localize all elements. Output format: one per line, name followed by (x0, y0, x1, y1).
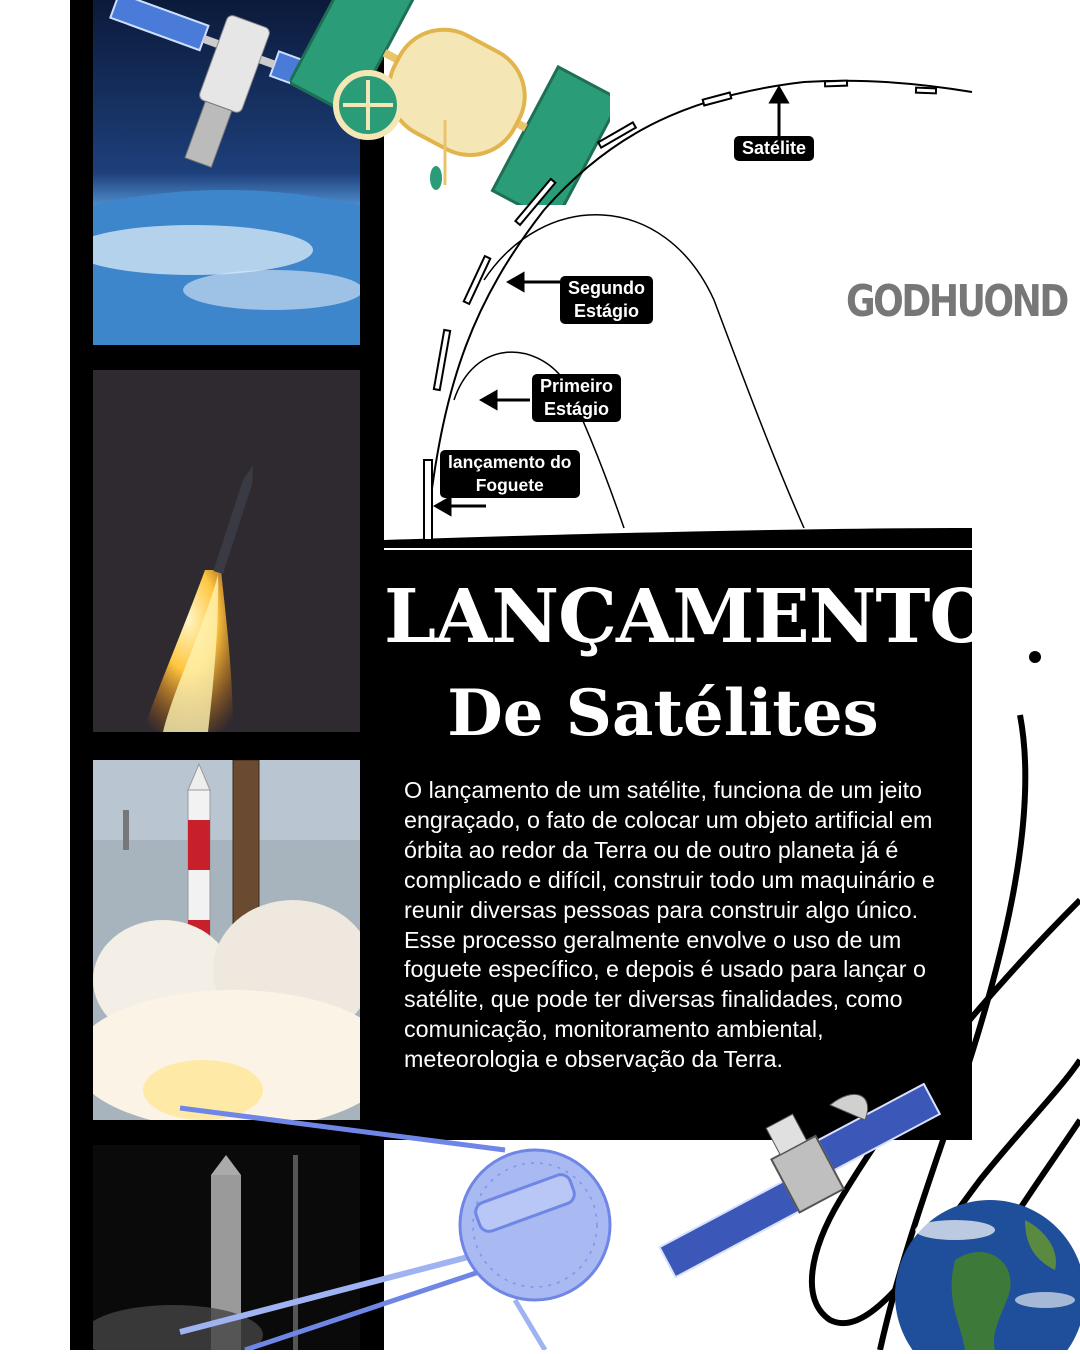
label-second-stage: Segundo Estágio (560, 276, 653, 324)
body-paragraph: O lançamento de um satélite, funciona de um jeito engraçado, o fato de colocar um objeto artificial em órbita ao redor da Terra ou de outro planeta já é complicado e difícil, construir todo um maquinário e reunir diversas pessoas para construir algo único. Esse processo geralmente envolve o uso de um foguete específico, e depois é usado para lançar o satélite, que pode ter diversas finalidades, como comunicação, monitoramento ambiental, meteorologia e observação da Terra. (404, 777, 935, 1073)
earth-globe-image (895, 1200, 1080, 1350)
watermark-logo: GODHUOND (846, 276, 1067, 327)
sputnik-illustration (175, 1100, 625, 1350)
label-first-stage: Primeiro Estágio (532, 374, 621, 422)
photo-rocket-launch-pad (93, 760, 360, 1120)
label-rocket-launch: lançamento do Foguete (440, 450, 580, 498)
page-title: LANÇAMENTO (384, 574, 993, 660)
photo-rocket-in-flight (93, 370, 360, 732)
page-subtitle: De Satélites (447, 676, 879, 751)
label-satellite: Satélite (734, 136, 814, 161)
